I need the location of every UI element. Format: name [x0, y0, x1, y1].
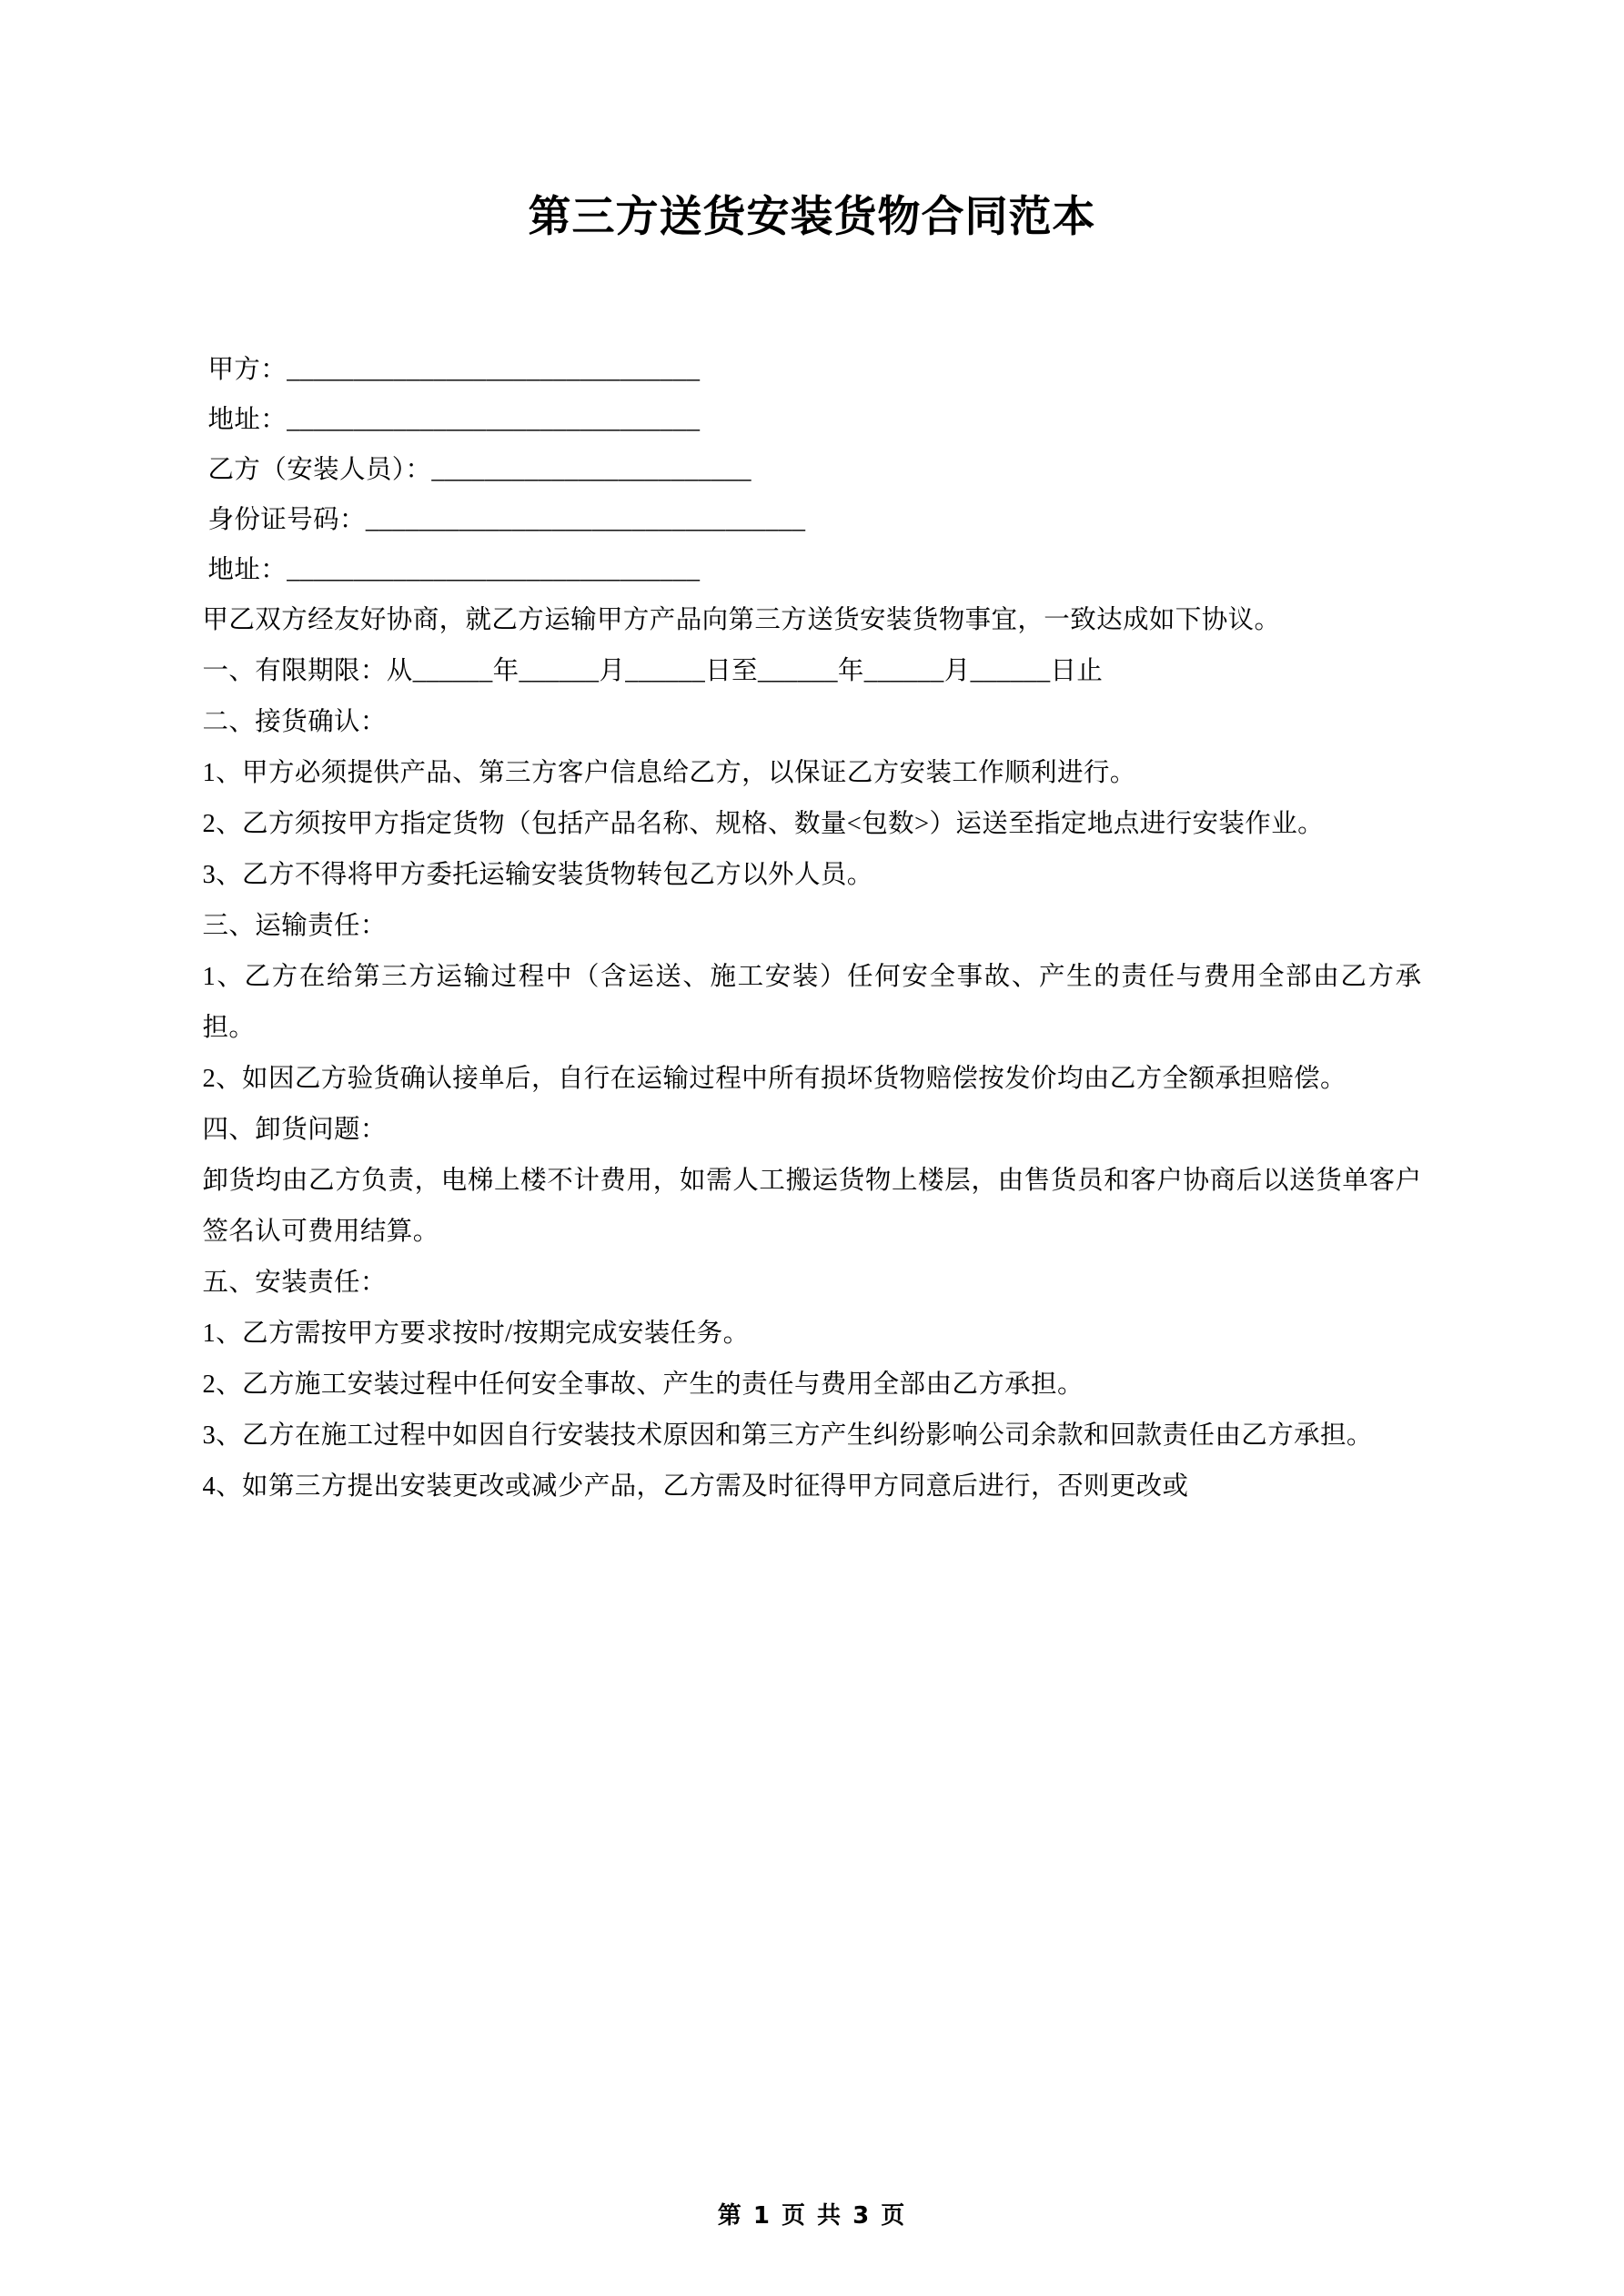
paragraph-intro: 甲乙双方经友好协商，就乙方运输甲方产品向第三方送货安装货物事宜，一致达成如下协议。	[202, 606, 1281, 635]
page-title: 第三方送货安装货物合同范本	[528, 192, 1096, 242]
party-a-address-field: 地址：_______________________________	[207, 406, 701, 435]
section-heading-installation: 五、安装责任：	[202, 1269, 387, 1298]
paragraph-receiving-1: 1、甲方必须提供产品、第三方客户信息给乙方，以保证乙方安装工作顺利进行。	[202, 759, 1136, 788]
paragraph-installation-4: 4、如第三方提出安装更改或减少产品，乙方需及时征得甲方同意后进行，否则更改或	[202, 1472, 1189, 1502]
party-b-field: 乙方（安装人员）：________________________	[207, 456, 751, 485]
party-a-field: 甲方：_______________________________	[207, 356, 701, 385]
document-body	[203, 245, 1422, 1512]
paragraph-installation-3: 3、乙方在施工过程中如因自行安装技术原因和第三方产生纠纷影响公司余款和回款责任由乙方承担。	[202, 1421, 1373, 1451]
paragraph-term-period: 一、有限期限：从______年______月______日至______年______月______日止	[202, 657, 1104, 686]
page-footer: 第 1 页 共 3 页	[717, 2202, 907, 2230]
section-heading-receiving: 二、接货确认：	[202, 708, 387, 737]
paragraph-receiving-2: 2、乙方须按甲方指定货物（包括产品名称、规格、数量<包数>）运送至指定地点进行安装作业。	[202, 810, 1324, 839]
id-number-field: 身份证号码：_________________________________	[207, 506, 806, 535]
paragraph-installation-2: 2、乙方施工安装过程中任何安全事故、产生的责任与费用全部由乙方承担。	[202, 1371, 1084, 1400]
paragraph-unloading-1: 卸货均由乙方负责，电梯上楼不计费用，如需人工搬运货物上楼层，由售货员和客户协商后以送货单客户签名认可费用结算。	[202, 1167, 1422, 1247]
party-b-address-field: 地址：_______________________________	[207, 556, 701, 585]
paragraph-installation-1: 1、乙方需按甲方要求按时/按期完成安装任务。	[202, 1320, 750, 1349]
paragraph-transport-2: 2、如因乙方验货确认接单后，自行在运输过程中所有损坏货物赔偿按发价均由乙方全额承担赔偿。	[202, 1065, 1347, 1094]
paragraph-transport-1: 1、乙方在给第三方运输过程中（含运送、施工安装）任何安全事故、产生的责任与费用全部由乙方承担。	[202, 963, 1422, 1043]
section-heading-transport: 三、运输责任：	[202, 912, 387, 941]
section-heading-unloading: 四、卸货问题：	[202, 1116, 387, 1145]
paragraph-receiving-3: 3、乙方不得将甲方委托运输安装货物转包乙方以外人员。	[202, 861, 873, 890]
